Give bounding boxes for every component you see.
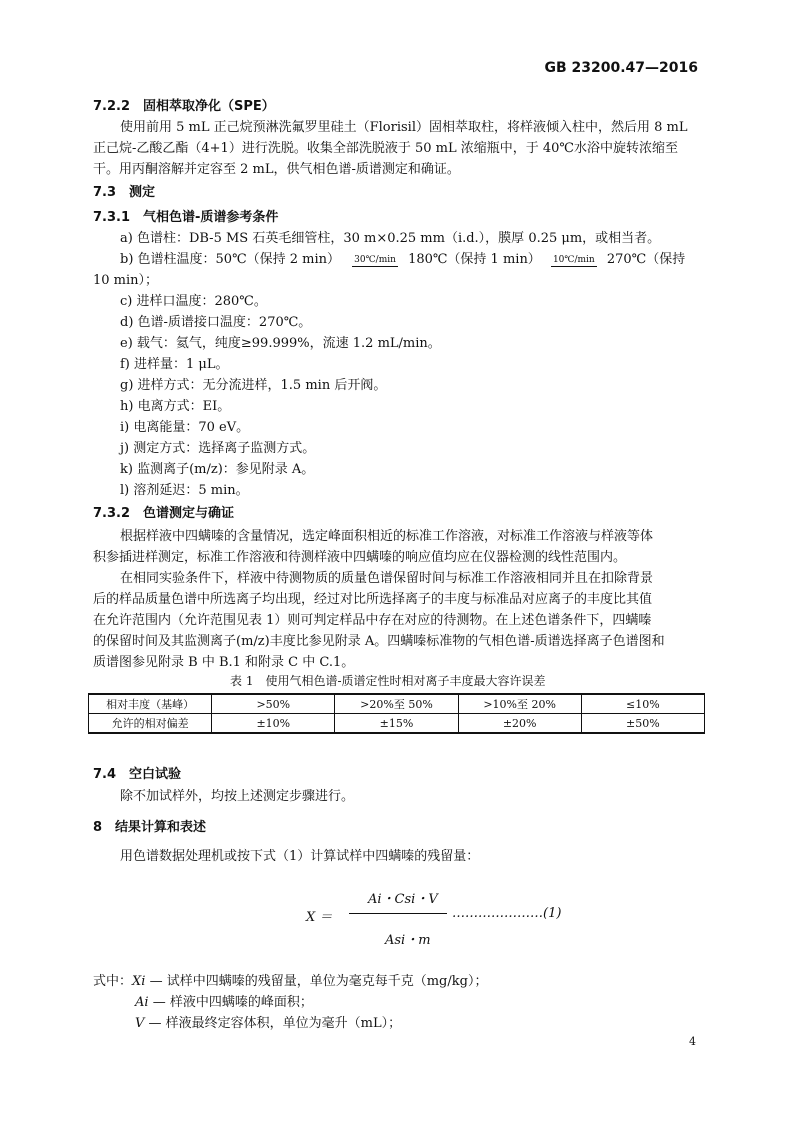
page-number: 4 bbox=[689, 1035, 696, 1048]
table-1-caption: 表 1 使用气相色谱-质谱定性时相对离子丰度最大容许误差 bbox=[230, 674, 546, 688]
condition-b-part1: b) 色谱柱温度：50℃（保持 2 min） bbox=[120, 252, 341, 267]
table-cell: 相对丰度（基峰） bbox=[89, 694, 212, 714]
ramp-rate-1: 30℃/min bbox=[354, 255, 396, 265]
condition-a: a) 色谱柱：DB-5 MS 石英毛细管柱，30 m×0.25 mm（i.d.），膜厚 0.25 μm，或相当者。 bbox=[120, 231, 661, 246]
section-7-4-heading: 7.4 空白试验 bbox=[93, 767, 182, 782]
paragraph-line: 使用前用 5 mL 正己烷预淋洗氟罗里硅土（Florisil）固相萃取柱，将样液倾入柱中，然后用 8 mL bbox=[120, 120, 688, 135]
where-description: — 样液中四螨嗪的峰面积； bbox=[152, 995, 313, 1010]
standard-number: GB 23200.47—2016 bbox=[544, 60, 698, 76]
paragraph-line: 质谱图参见附录 B 中 B.1 和附录 C 中 C.1。 bbox=[93, 655, 355, 670]
where-variable: Ai bbox=[135, 995, 149, 1010]
condition-e: e) 载气：氦气，纯度≥99.999%，流速 1.2 mL/min。 bbox=[120, 336, 441, 351]
table-cell: >20%至 50% bbox=[335, 694, 458, 714]
table-row bbox=[89, 714, 705, 734]
condition-j: j) 测定方式：选择离子监测方式。 bbox=[120, 441, 316, 456]
paragraph-line: 积参插进样测定，标准工作溶液和待测样液中四螨嗪的响应值均应在仪器检测的线性范围内。 bbox=[93, 550, 627, 565]
table-cell: >10%至 20% bbox=[458, 694, 581, 714]
where-item bbox=[135, 991, 313, 1010]
table-cell: 允许的相对偏差 bbox=[89, 714, 212, 734]
formula-intro: 用色谱数据处理机或按下式（1）计算试样中四螨嗪的残留量： bbox=[120, 849, 480, 864]
equation-number: …………………(1) bbox=[452, 906, 562, 921]
table-cell: ±15% bbox=[335, 714, 458, 734]
section-7-2-2-heading: 7.2.2 固相萃取净化（SPE） bbox=[93, 99, 275, 114]
table-cell: ≤10% bbox=[581, 694, 704, 714]
condition-g: g) 进样方式：无分流进样，1.5 min 后开阀。 bbox=[120, 378, 387, 393]
table-1 bbox=[88, 693, 705, 734]
paragraph-line: 在相同实验条件下，样液中待测物质的质量色谱保留时间与标准工作溶液相同并且在扣除背景 bbox=[120, 571, 654, 586]
condition-h: h) 电离方式：EI。 bbox=[120, 399, 231, 414]
where-variable: V bbox=[135, 1016, 145, 1031]
condition-b-part2: 180℃（保持 1 min） bbox=[408, 252, 541, 267]
where-item bbox=[135, 1012, 401, 1031]
paragraph-line: 根据样液中四螨嗪的含量情况，选定峰面积相近的标准工作溶液，对标准工作溶液与样液等体 bbox=[120, 529, 654, 544]
paragraph-line: 正己烷-乙酸乙酯（4+1）进行洗脱。收集全部洗脱液于 50 mL 浓缩瓶中，于 40℃水浴中旋转浓缩至 bbox=[93, 141, 678, 156]
ramp-rate-2: 10℃/min bbox=[552, 255, 595, 265]
where-description: — 试样中四螨嗪的残留量，单位为毫克每千克（mg/kg）； bbox=[149, 974, 488, 989]
condition-b-part3: 270℃（保持 bbox=[606, 252, 686, 267]
paragraph-line: 干。用丙酮溶解并定容至 2 mL，供气相色谱-质谱测定和确证。 bbox=[93, 162, 460, 177]
paragraph-line: 在允许范围内（允许范围见表 1）则可判定样品中存在对应的待测物。在上述色谱条件下，四螨嗪 bbox=[93, 613, 652, 628]
where-variable: Xi bbox=[132, 974, 146, 989]
paragraph-line: 的保留时间及其监测离子(m/z)丰度比参见附录 A。四螨嗪标准物的气相色谱-质谱选择离子色谱图和 bbox=[93, 634, 665, 649]
fraction-bar bbox=[349, 913, 447, 914]
condition-c: c) 进样口温度：280℃。 bbox=[120, 294, 267, 309]
table-cell: ±50% bbox=[581, 714, 704, 734]
where-prefix: 式中： bbox=[93, 974, 133, 989]
section-7-3-2-heading: 7.3.2 色谱测定与确证 bbox=[93, 506, 235, 521]
condition-f: f) 进样量：1 μL。 bbox=[120, 357, 229, 372]
formula-lhs: X ＝ bbox=[306, 910, 333, 925]
condition-l: l) 溶剂延迟：5 min。 bbox=[120, 483, 249, 498]
condition-i: i) 电离能量：70 eV。 bbox=[120, 420, 250, 435]
paragraph-line: 后的样品质量色谱中所选离子均出现，经过对比所选择离子的丰度与标准品对应离子的丰度比其值 bbox=[93, 592, 653, 607]
formula-numerator: Ai・Csi・V bbox=[368, 892, 438, 907]
table-row bbox=[89, 694, 705, 714]
section-7-3-heading: 7.3 测定 bbox=[93, 185, 156, 200]
condition-b-continued: 10 min）； bbox=[93, 273, 159, 288]
table-cell: ±20% bbox=[458, 714, 581, 734]
table-cell: >50% bbox=[212, 694, 335, 714]
table-cell: ±10% bbox=[212, 714, 335, 734]
formula-denominator: Asi・m bbox=[385, 933, 431, 948]
condition-b bbox=[120, 248, 685, 267]
section-8-heading: 8 结果计算和表述 bbox=[93, 820, 207, 835]
where-description: — 样液最终定容体积，单位为毫升（mL）； bbox=[148, 1016, 402, 1031]
paragraph-line: 除不加试样外，均按上述测定步骤进行。 bbox=[120, 789, 355, 804]
section-7-3-1-heading: 7.3.1 气相色谱-质谱参考条件 bbox=[93, 210, 279, 225]
condition-k: k) 监测离子(m/z)：参见附录 A。 bbox=[120, 462, 315, 477]
condition-d: d) 色谱-质谱接口温度：270℃。 bbox=[120, 315, 312, 330]
where-item bbox=[93, 970, 487, 989]
